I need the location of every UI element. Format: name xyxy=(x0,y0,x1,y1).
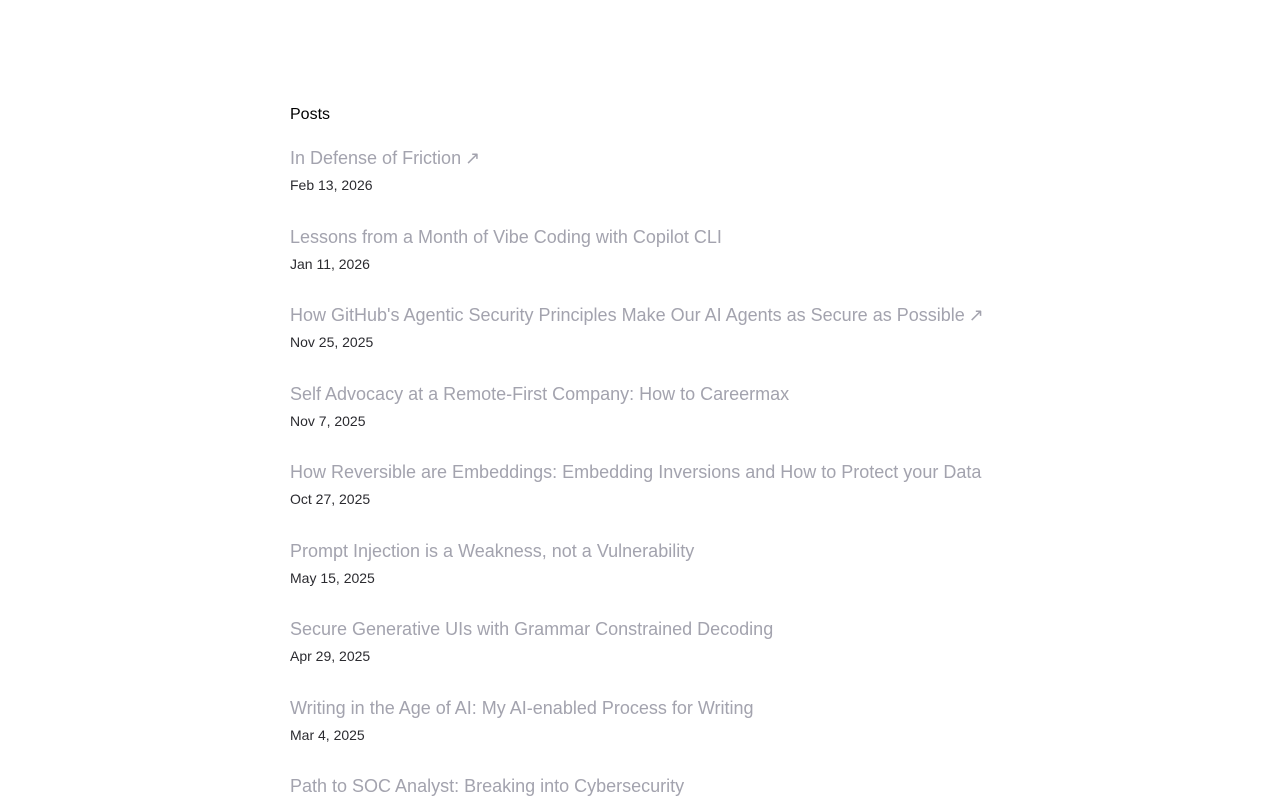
post-item xyxy=(290,539,1010,618)
post-date: Oct 27, 2025 xyxy=(290,491,371,507)
external-arrow-icon: ↗ xyxy=(465,148,481,168)
post-item xyxy=(290,382,1010,461)
post-title-link[interactable] xyxy=(290,539,694,563)
post-item xyxy=(290,225,1010,304)
post-title: In Defense of Friction xyxy=(290,148,462,168)
post-title: Secure Generative UIs with Grammar Constrained Decoding xyxy=(290,619,774,639)
post-title: Self Advocacy at a Remote-First Company: How to Careermax xyxy=(290,383,790,404)
post-date: Jan 11, 2026 xyxy=(290,255,370,272)
post-title-link[interactable] xyxy=(290,617,773,641)
section-title: Posts xyxy=(290,106,331,123)
post-title: Writing in the Age of AI: My AI-enabled Process for Writing xyxy=(290,697,754,718)
post-item xyxy=(290,696,1010,775)
post-date: Mar 4, 2025 xyxy=(290,726,365,743)
external-arrow-icon: ↗ xyxy=(968,305,984,325)
post-title-link[interactable] xyxy=(290,774,684,798)
post-list xyxy=(290,146,1010,800)
post-date: Apr 29, 2025 xyxy=(290,648,371,664)
post-title: Lessons from a Month of Vibe Coding with Copilot CLI xyxy=(290,226,722,247)
post-date: Nov 7, 2025 xyxy=(290,412,366,429)
post-item xyxy=(290,774,1010,800)
post-title-link[interactable] xyxy=(290,696,754,720)
post-title: Prompt Injection is a Weakness, not a Vulnerability xyxy=(290,540,695,561)
post-item xyxy=(290,460,1010,539)
post-title-link[interactable] xyxy=(290,225,722,249)
posts-section xyxy=(290,104,1010,800)
post-title: Path to SOC Analyst: Breaking into Cybersecurity xyxy=(290,776,685,796)
post-title: How Reversible are Embeddings: Embedding Inversions and How to Protect your Data xyxy=(290,462,982,482)
post-title: How GitHub's Agentic Security Principles Make Our AI Agents as Secure as Possible xyxy=(290,305,965,325)
post-title-link[interactable] xyxy=(290,382,789,406)
post-title-link[interactable] xyxy=(290,146,480,170)
post-title-link[interactable] xyxy=(290,460,981,484)
post-item xyxy=(290,146,1010,225)
post-date: Feb 13, 2026 xyxy=(290,177,373,193)
post-date: May 15, 2025 xyxy=(290,569,375,586)
post-date: Nov 25, 2025 xyxy=(290,334,374,350)
post-item xyxy=(290,617,1010,696)
post-item xyxy=(290,303,1010,382)
post-title-link[interactable] xyxy=(290,303,984,327)
